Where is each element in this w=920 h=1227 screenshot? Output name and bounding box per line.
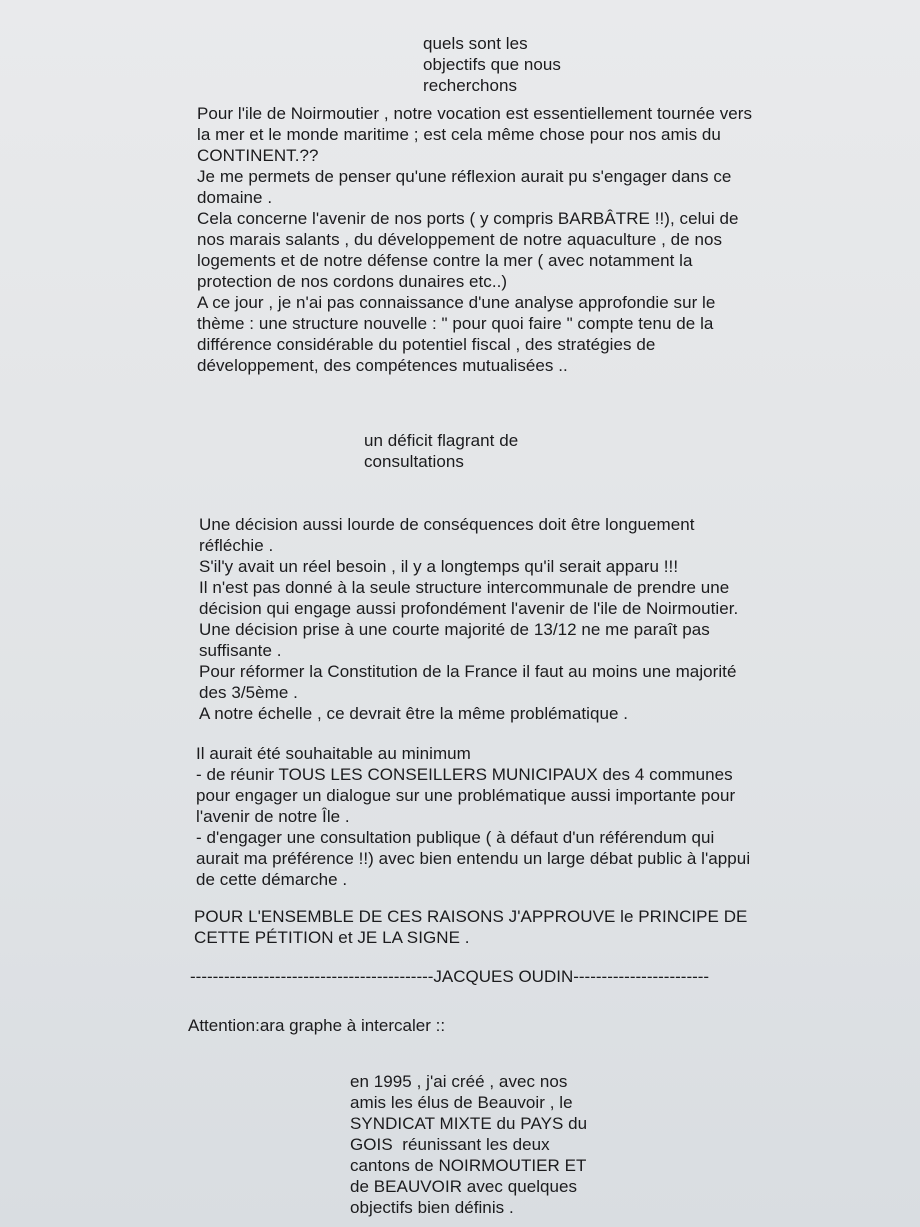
signature-line: -------------------------------------------JACQUES OUDIN------------------------ xyxy=(190,967,710,986)
heading-objectives: quels sont les objectifs que nous recherchons xyxy=(423,34,561,95)
paragraph-decision-consequences: Une décision aussi lourde de conséquences doit être longuement réfléchie . S'il'y avait un réel besoin , il y a longtemps qu'il serait apparu !!! Il n'est pas donné à la seule structure intercommunale de prendre une décision qui engage aussi profondément l'avenir de l'ile de Noirmoutier. Une décision prise à une courte majorité de 13/12 ne me paraît pas suffisante . Pour réformer la Constitution de la France il faut au moins une majorité des 3/5ème . A notre échelle , ce devrait être la même problématique . xyxy=(199,515,739,723)
note-label: Attention:ara graphe à intercaler :: xyxy=(188,1016,446,1035)
inserted-paragraph: en 1995 , j'ai créé , avec nos amis les élus de Beauvoir , le SYNDICAT MIXTE du PAYS du GOIS réunissant les deux cantons de NOIRMOUTIER ET de BEAUVOIR avec quelques objectifs bien définis . xyxy=(350,1072,588,1217)
heading-deficit-consultations: un déficit flagrant de consultations xyxy=(364,431,519,471)
paragraph-noirmoutier-vocation: Pour l'ile de Noirmoutier , notre vocation est essentiellement tournée vers la mer et le monde maritime ; est cela même chose pour nos amis du CONTINENT.?? Je me permets de penser qu'une réflexion aurait pu s'engager dans ce domaine . Cela concerne l'avenir de nos ports ( y compris BARBÂTRE !!), celui de nos marais salants , du développement de notre aquaculture , de nos logements et de notre défense contre la mer ( avec notamment la protection de nos cordons dunaires etc..) A ce jour , je n'ai pas connaissance d'une analyse approfondie sur le thème : une structure nouvelle : " pour quoi faire " compte tenu de la différence considérable du potentiel fiscal , des stratégies de développement, des compétences mutualisées .. xyxy=(197,104,753,375)
paragraph-approval-petition: POUR L'ENSEMBLE DE CES RAISONS J'APPROUVE le PRINCIPE DE CETTE PÉTITION et JE LA SIGNE . xyxy=(194,907,748,947)
paragraph-souhaitable-minimum: Il aurait été souhaitable au minimum - de réunir TOUS LES CONSEILLERS MUNICIPAUX des 4 communes pour engager un dialogue sur une problématique aussi importante pour l'avenir de notre Île . - d'engager une consultation publique ( à défaut d'un référendum qui aurait ma préférence !!) avec bien entendu un large débat public à l'appui de cette démarche . xyxy=(196,744,751,889)
